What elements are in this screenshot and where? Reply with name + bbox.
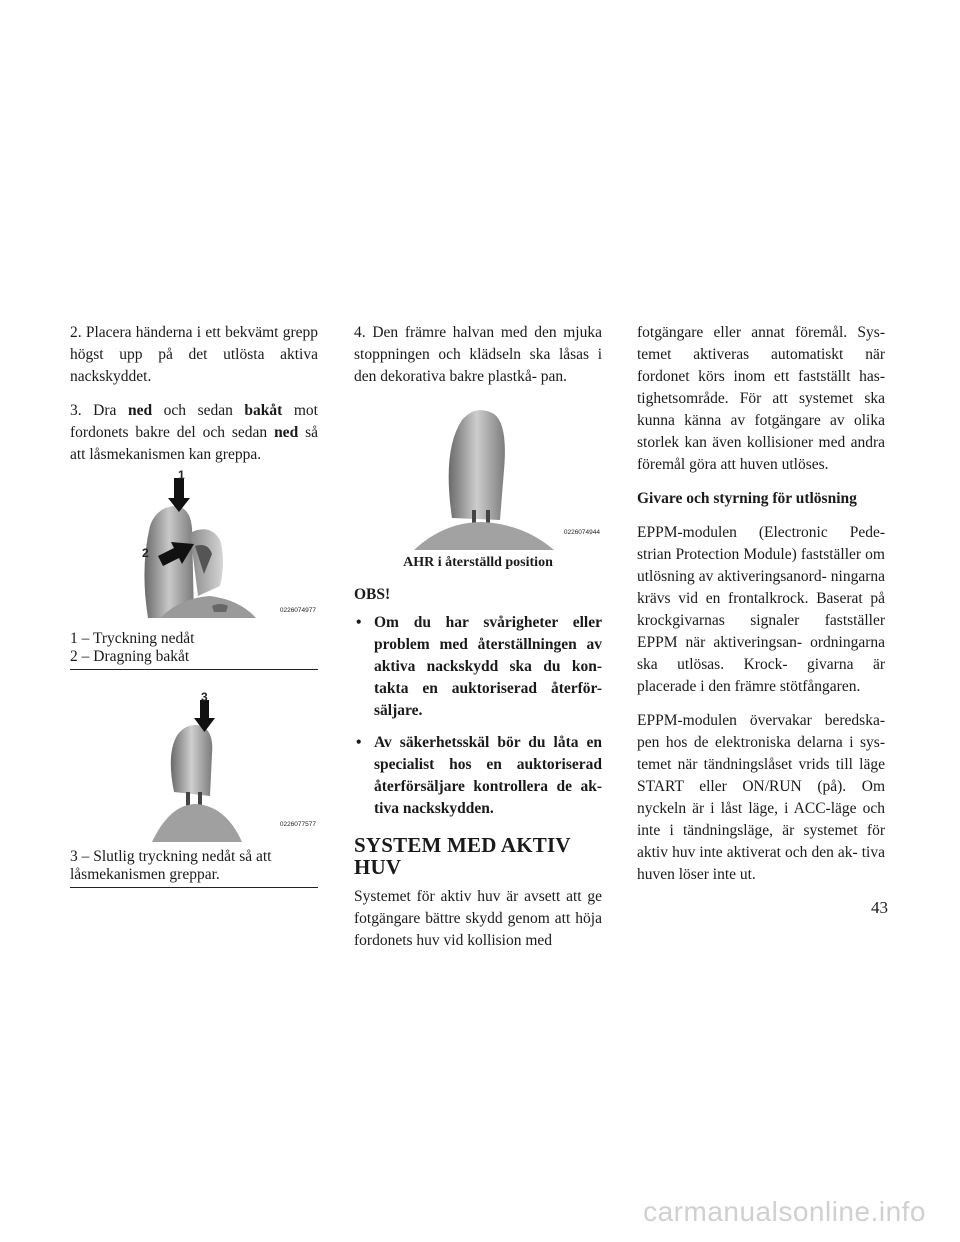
step-3-text-c: och sedan [152, 402, 245, 419]
step-3-bold-ned: ned [127, 402, 153, 419]
step-4-paragraph: 4. Den främre halvan med den mjuka stoppningen och klädseln ska låsas i den dekorativa bakre plastkå- pan. [354, 324, 602, 385]
eppm-paragraph-1: EPPM-modulen (Electronic Pede- strian Protection Module) fastställer om utlösning av aktiveringsanord- ningarna krävs vid en frontalkrock. Baserat på krockgivarnas signaler fastställer EPPM när aktiveringsan- ordningarna ska utlösas. Krock- givarna är placerade i den främre stötfångaren. [637, 524, 885, 695]
active-hood-continued: fotgängare eller annat föremål. Sys- temet aktiveras automatiskt när fordonet körs inom ett fastställt has- tighetsområde. För att systemet ska kunna känna av fotgängare av olika storlek kan även kollisioner med andra föremål göra att huven utlöses. [637, 324, 885, 473]
figure-code-2: 0226077577 [279, 821, 316, 828]
step-2-paragraph: 2. Placera händerna i ett bekvämt grepp högst upp på det utlösta aktiva nackskyddet. [70, 324, 318, 385]
figure-3-caption: AHR i återställd position [403, 555, 553, 570]
step-3-text-e: så att låsmekanismen kan greppa. [70, 424, 318, 463]
step-3-text-a: 3. Dra [70, 402, 128, 419]
figure-1-caption [70, 630, 318, 670]
caption-1-line-a: 1 – Tryckning nedåt [70, 630, 195, 647]
figure-label-1: 1 [178, 468, 185, 482]
note-title: OBS! [354, 586, 391, 603]
eppm-paragraph-2: EPPM-modulen övervakar beredska- pen hos de elektroniska delarna i sys- temet när tändningslåset vrids till läge START eller ON/RUN (på). Om nyckeln är i låst läge, i ACC-läge och inte i tändningsläge, är systemet för aktiv huv inte aktiverat och den ak- tiva huven löser inte ut. [637, 712, 885, 883]
note-bullet-1: Om du har svårigheter eller problem med återställningen av aktiva nackskydd ska du kon- takta en auktoriserad återför- säljare. [374, 614, 602, 719]
column-left [70, 322, 318, 888]
step-3-bold-ned-2: ned [274, 424, 299, 441]
bullet-icon: • [356, 734, 362, 751]
figure-ahr-reset [354, 400, 602, 550]
step-3-bold-bakat: bakåt [244, 402, 283, 419]
watermark: carmanualsonline.info [643, 1196, 926, 1227]
bullet-icon: • [356, 614, 362, 631]
figure-label-3: 3 [201, 690, 208, 704]
figure-code-3: 0226074944 [563, 529, 600, 536]
section-heading: SYSTEM MED AKTIV HUV [354, 833, 571, 879]
column-right [637, 322, 885, 898]
list-item [354, 732, 602, 820]
caption-1-line-b: 2 – Dragning bakåt [70, 648, 190, 665]
figure-label-2: 2 [142, 546, 149, 560]
list-item [354, 612, 602, 722]
page-number: 43 [871, 898, 888, 917]
figure-code-1: 0226074977 [279, 607, 316, 614]
note-list [354, 612, 602, 820]
step-3-text-d: mot fordonets bakre del och sedan [70, 402, 318, 441]
active-hood-intro: Systemet för aktiv huv är avsett att ge fotgängare bättre skydd genom att höja fordonets huv vid kollision med [354, 888, 602, 949]
subheading: Givare och styrning för utlösning [637, 490, 857, 507]
figure-final-push [70, 692, 318, 842]
column-middle [354, 322, 602, 964]
figure-2-caption: 3 – Slutlig tryckning nedåt så att låsmekanismen greppar. [70, 848, 318, 888]
note-bullet-2: Av säkerhetsskäl bör du låta en specialist hos en auktoriserad återförsäljare kontrollera de ak- tiva nackskydden. [374, 734, 602, 817]
figure-pull-push-headrest [70, 468, 318, 628]
step-3-paragraph [70, 400, 318, 466]
